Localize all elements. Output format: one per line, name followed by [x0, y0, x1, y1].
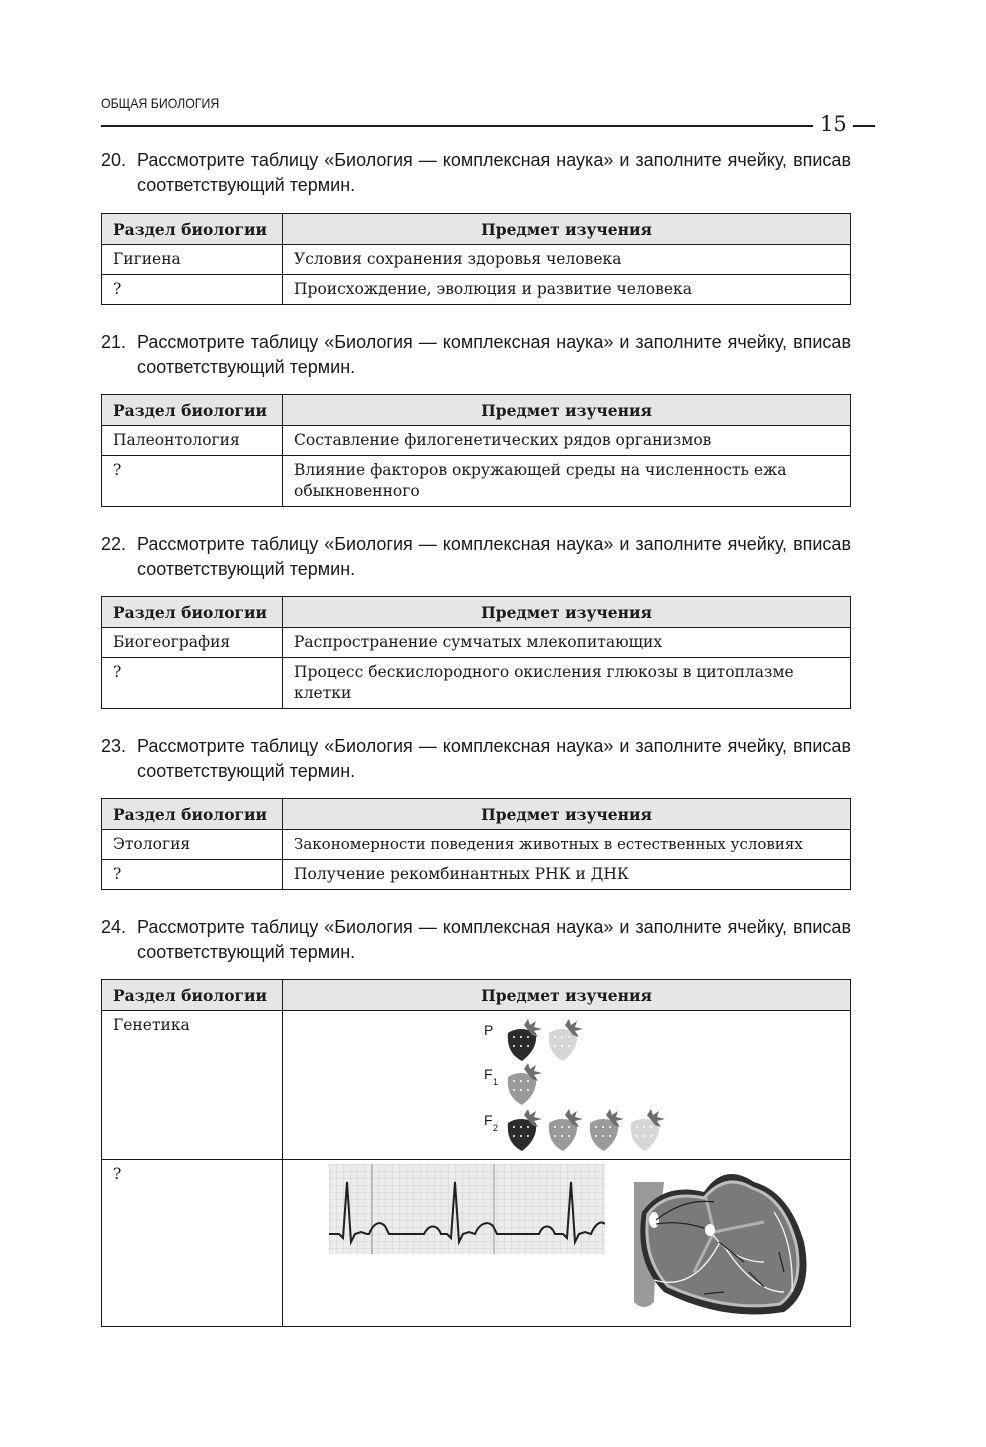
- cell-subject: Процесс бескислородного окисления глюкозы в цитоплазме клетки: [283, 658, 851, 709]
- table-task-20: [101, 213, 851, 305]
- table-row: [102, 245, 851, 275]
- av-node: [705, 1224, 715, 1236]
- header-section: Раздел биологии: [102, 395, 283, 426]
- header-rule: [101, 125, 813, 127]
- generation-subscript: 2: [493, 1123, 499, 1133]
- strawberry-medium: [508, 1063, 542, 1105]
- strawberry-light: [549, 1019, 583, 1061]
- task-number: 24.: [101, 917, 127, 937]
- table-task-21: [101, 394, 851, 507]
- table-row: [102, 1160, 851, 1327]
- table-row: [102, 658, 851, 709]
- cell-section: Генетика: [102, 1011, 283, 1160]
- table-row: [102, 1011, 851, 1160]
- header-section: Раздел биологии: [102, 799, 283, 830]
- page-number-dash: [853, 125, 875, 127]
- table-header-row: [102, 597, 851, 628]
- cell-answer-blank[interactable]: ?: [102, 275, 283, 305]
- cell-answer-blank[interactable]: ?: [102, 1160, 283, 1327]
- cell-subject: Составление филогенетических рядов организмов: [283, 426, 851, 456]
- running-head: ОБЩАЯ БИОЛОГИЯ: [101, 95, 220, 111]
- cell-answer-blank[interactable]: ?: [102, 456, 283, 507]
- cell-subject: Происхождение, эволюция и развитие человека: [283, 275, 851, 305]
- table-row: [102, 275, 851, 305]
- task-instruction: [101, 532, 851, 582]
- cell-subject: Получение рекомбинантных РНК и ДНК: [283, 860, 851, 890]
- strawberry-light: [631, 1109, 665, 1151]
- sa-node: [649, 1212, 659, 1228]
- strawberry-dark: [508, 1019, 542, 1061]
- table-header-row: [102, 214, 851, 245]
- task-instruction: [101, 734, 851, 784]
- strawberry-cross-diagram: [294, 1015, 834, 1155]
- strawberry-medium: [590, 1109, 624, 1151]
- cell-subject: Закономерности поведения животных в естественных условиях: [283, 830, 851, 860]
- table-task-23: [101, 798, 851, 890]
- header-subject: Предмет изучения: [283, 597, 851, 628]
- task-number: 21.: [101, 332, 127, 352]
- table-task-24: [101, 979, 851, 1327]
- table-row: [102, 830, 851, 860]
- table-header-row: [102, 395, 851, 426]
- generation-label: P: [484, 1022, 494, 1038]
- strawberry-dark: [508, 1109, 542, 1151]
- ecg-grid: [329, 1164, 605, 1254]
- task-instruction: [101, 915, 851, 965]
- ecg-strip: [329, 1164, 605, 1254]
- task-instruction: [101, 330, 851, 380]
- task-24: [101, 915, 851, 965]
- header-section: Раздел биологии: [102, 597, 283, 628]
- task-number: 20.: [101, 150, 127, 170]
- cell-subject: Влияние факторов окружающей среды на численность ежа обыкновенного: [283, 456, 851, 507]
- cell-subject: Условия сохранения здоровья человека: [283, 245, 851, 275]
- header-subject: Предмет изучения: [283, 799, 851, 830]
- task-text: Рассмотрите таблицу «Биология — комплексная наука» и заполните ячейку, вписав соответствующий термин.: [137, 150, 851, 195]
- table-row: [102, 456, 851, 507]
- header-subject: Предмет изучения: [283, 980, 851, 1011]
- heart-conduction-diagram: [624, 1162, 824, 1322]
- table-task-22: [101, 596, 851, 709]
- cell-subject-figure: [283, 1160, 851, 1327]
- cell-subject: Распространение сумчатых млекопитающих: [283, 628, 851, 658]
- task-instruction: [101, 148, 851, 198]
- task-20: [101, 148, 851, 198]
- cell-section: Этология: [102, 830, 283, 860]
- table-row: [102, 628, 851, 658]
- generation-label: F: [484, 1066, 493, 1082]
- table-header-row: [102, 980, 851, 1011]
- task-21: [101, 330, 851, 380]
- task-text: Рассмотрите таблицу «Биология — комплексная наука» и заполните ячейку, вписав соответствующий термин.: [137, 332, 851, 377]
- header-section: Раздел биологии: [102, 980, 283, 1011]
- task-22: [101, 532, 851, 582]
- task-text: Рассмотрите таблицу «Биология — комплексная наука» и заполните ячейку, вписав соответствующий термин.: [137, 534, 851, 579]
- cell-section: Гигиена: [102, 245, 283, 275]
- task-23: [101, 734, 851, 784]
- task-text: Рассмотрите таблицу «Биология — комплексная наука» и заполните ячейку, вписав соответствующий термин.: [137, 736, 851, 781]
- cell-section: Палеонтология: [102, 426, 283, 456]
- task-text: Рассмотрите таблицу «Биология — комплексная наука» и заполните ячейку, вписав соответствующий термин.: [137, 917, 851, 962]
- table-row: [102, 860, 851, 890]
- task-number: 23.: [101, 736, 127, 756]
- table-row: [102, 426, 851, 456]
- header-section: Раздел биологии: [102, 214, 283, 245]
- cell-subject-figure: [283, 1011, 851, 1160]
- page-number: 15: [820, 112, 847, 136]
- header-subject: Предмет изучения: [283, 395, 851, 426]
- header-subject: Предмет изучения: [283, 214, 851, 245]
- strawberry-medium: [549, 1109, 583, 1151]
- generation-subscript: 1: [493, 1077, 499, 1087]
- cell-section: Биогеография: [102, 628, 283, 658]
- generation-label: F: [484, 1112, 493, 1128]
- table-header-row: [102, 799, 851, 830]
- task-number: 22.: [101, 534, 127, 554]
- cell-answer-blank[interactable]: ?: [102, 860, 283, 890]
- cell-answer-blank[interactable]: ?: [102, 658, 283, 709]
